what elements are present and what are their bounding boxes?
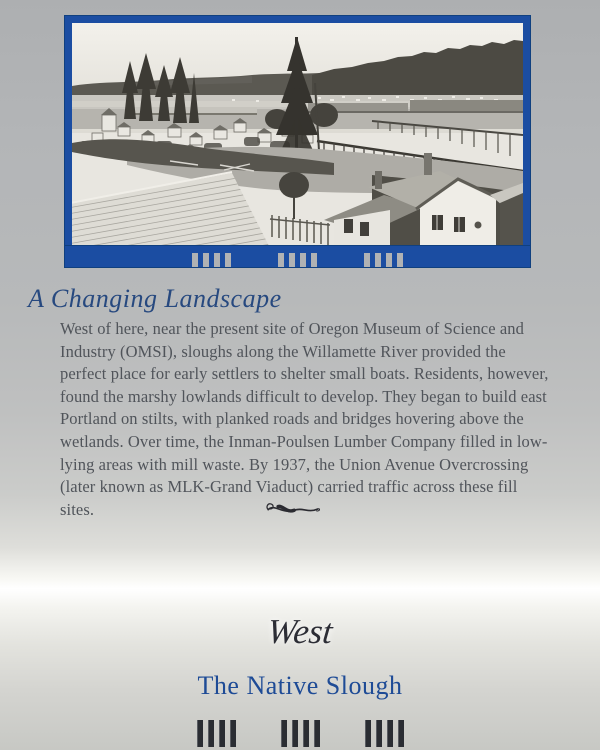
tick-group (278, 253, 317, 267)
body-paragraph: West of here, near the present site of Oregon Museum of Science and Industry (OMSI), sloughs along the Willamette River provided the perfect place for early settlers to shelter small boats. Residents, however, found the marshy lowlands difficult to develop. They began to build east Portland on stilts, with planked roads and bridges hovering above the wetlands. Over time, the Inman-Poulsen Lumber Company filled in low-lying areas with mill waste. By 1937, the Union Avenue Overcrossing (later known as MLK-Grand Viaduct) carried traffic across these fill sites. (60, 319, 549, 519)
section-title: The Native Slough (197, 671, 403, 700)
direction-label: West (265, 612, 335, 651)
page-title: A Changing Landscape (28, 284, 282, 313)
swash-ornament-icon (262, 496, 324, 522)
historic-photo (72, 23, 523, 246)
tick-group (365, 720, 404, 747)
photo-tick-marks (192, 253, 403, 267)
tick-group (281, 720, 320, 747)
tick-group (364, 253, 403, 267)
tick-group (197, 720, 236, 747)
frame-bottom-band (65, 246, 530, 267)
photo-frame (65, 16, 530, 253)
tick-group (192, 253, 231, 267)
footer-tick-marks (0, 720, 600, 747)
